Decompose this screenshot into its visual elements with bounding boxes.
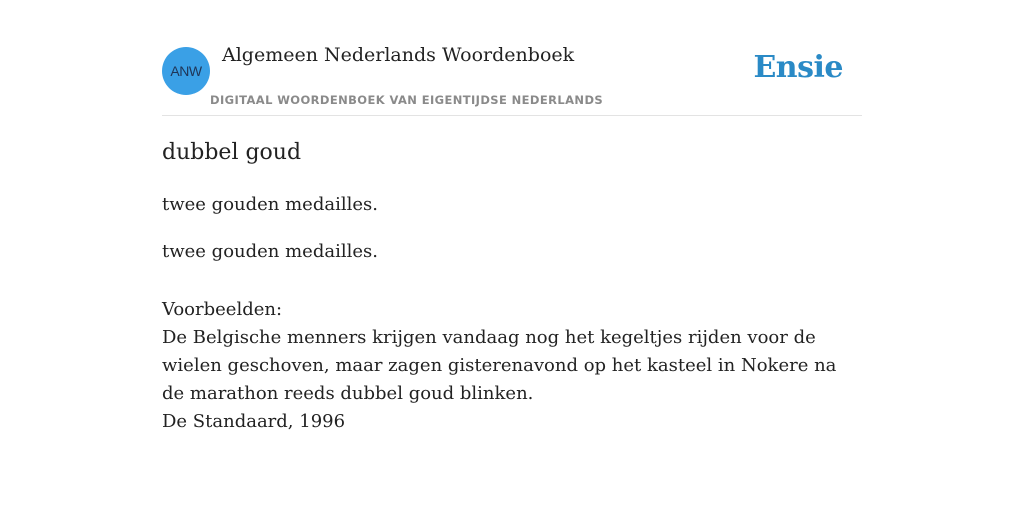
site-title[interactable]: Algemeen Nederlands Woordenboek xyxy=(222,44,575,66)
example-text: De Belgische menners krijgen vandaag nog het kegeltjes rijden voor de wielen geschoven, maar zagen gisterenavond op het kasteel in Nokere na de marathon reeds dubbel goud blinken. xyxy=(162,327,837,404)
ensie-brand-link[interactable]: Ensie xyxy=(753,50,843,85)
site-subtitle: DIGITAAL WOORDENBOEK VAN EIGENTIJDSE NEDERLANDS xyxy=(210,93,604,107)
definition-1: twee gouden medailles. xyxy=(162,194,378,215)
examples-label: Voorbeelden: xyxy=(162,299,283,320)
headword: dubbel goud xyxy=(162,140,302,165)
example-source: De Standaard, 1996 xyxy=(162,411,346,432)
anw-logo[interactable] xyxy=(162,47,210,95)
logo-text: ANW xyxy=(170,63,202,79)
main-container xyxy=(162,0,862,432)
examples-section xyxy=(162,296,862,436)
header xyxy=(162,0,862,116)
definition-2: twee gouden medailles. xyxy=(162,241,378,262)
